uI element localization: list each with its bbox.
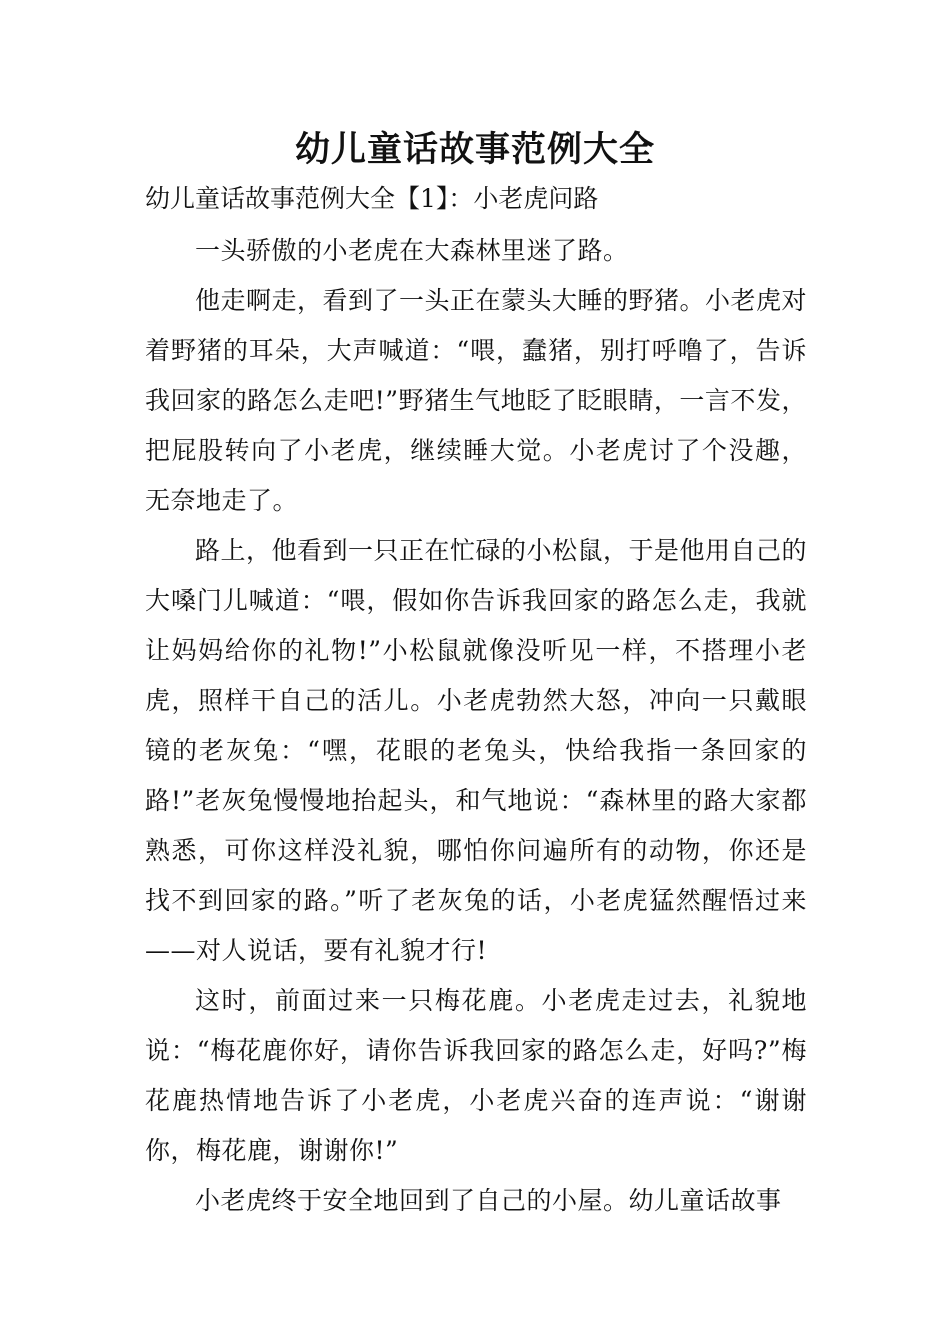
paragraph-3: 路上，他看到一只正在忙碌的小松鼠，于是他用自己的大嗓门儿喊道：“喂，假如你告诉我回家的路怎么走，我就让妈妈给你的礼物!”小松鼠就像没听见一样，不搭理小老虎，照样干自己的活儿。小老虎勃然大怒，冲向一只戴眼镜的老灰兔：“嘿，花眼的老兔头，快给我指一条回家的路!”老灰兔慢慢地抬起头，和气地说：“森林里的路大家都熟悉，可你这样没礼貌，哪怕你问遍所有的动物，你还是找不到回家的路。”听了老灰兔的话，小老虎猛然醒悟过来——对人说话，要有礼貌才行! bbox=[145, 536, 808, 965]
paragraph-2: 他走啊走，看到了一头正在蒙头大睡的野猪。小老虎对着野猪的耳朵，大声喊道：“喂，蠢猪，别打呼噜了，告诉我回家的路怎么走吧!”野猪生气地眨了眨眼睛，一言不发，把屁股转向了小老虎，继续睡大觉。小老虎讨了个没趣，无奈地走了。 bbox=[145, 286, 808, 515]
document-body bbox=[145, 226, 807, 1226]
document-title: 幼儿童话故事范例大全 bbox=[294, 130, 655, 170]
paragraph-1: 一头骄傲的小老虎在大森林里迷了路。 bbox=[195, 236, 629, 265]
section-heading: 幼儿童话故事范例大全【1】：小老虎问路 bbox=[145, 184, 599, 213]
paragraph-4: 这时，前面过来一只梅花鹿。小老虎走过去，礼貌地说：“梅花鹿你好，请你告诉我回家的路怎么走，好吗?”梅花鹿热情地告诉了小老虎，小老虎兴奋的连声说：“谢谢你，梅花鹿，谢谢你!” bbox=[145, 986, 807, 1165]
paragraph-5: 小老虎终于安全地回到了自己的小屋。幼儿童话故事 bbox=[195, 1186, 782, 1215]
